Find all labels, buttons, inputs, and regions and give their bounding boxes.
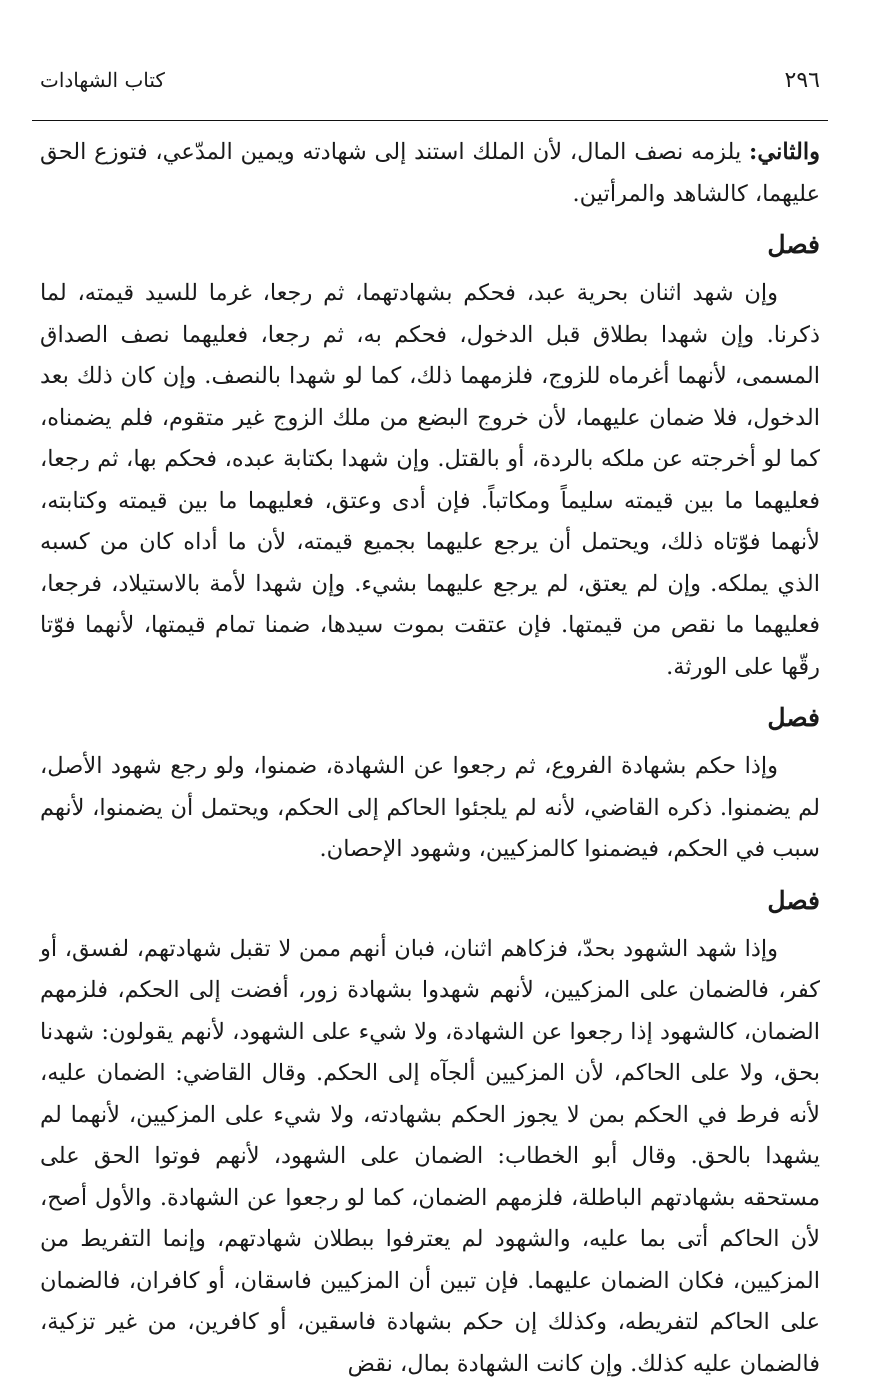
section-heading-2: فصل [40,696,820,740]
page-number: ٢٩٦ [785,68,820,93]
paragraph-second-view [40,132,820,215]
section-heading-3: فصل [40,879,820,923]
paragraph-text: يلزمه نصف المال، لأن الملك استند إلى شهادته ويمين المدّعي، فتوزع الحق عليهما، كالشاهد والمرأتين. [40,139,820,207]
running-header [40,60,820,100]
header-rule [32,120,828,121]
lead-term: والثاني: [749,139,820,165]
section-heading-1: فصل [40,223,820,267]
body-text [40,132,820,1385]
book-title: كتاب الشهادات [40,68,165,92]
section-3-paragraph: وإذا شهد الشهود بحدّ، فزكاهم اثنان، فبان أنهم ممن لا تقبل شهادتهم، لفسق، أو كفر، فالضمان على المزكيين، لأنهم شهدوا بشهادة زور، أفضت إلى الحكم، فلزمهم الضمان، كالشهود إذا رجعوا عن الشهادة، ولا شيء على الشهود، لأنهم يقولون: شهدنا بحق، ولا على الحاكم، لأن المزكيين ألجآه إلى الحكم. وقال القاضي: الضمان عليه، لأنه فرط في الحكم بمن لا يجوز الحكم بشهادته، ولا شيء على المزكيين، لأنهما لم يشهدا بالحق. وقال أبو الخطاب: الضمان على الشهود، لأنهم فوتوا الحق على مستحقه بشهادتهم الباطلة، فلزمهم الضمان، كما لو رجعوا عن الشهادة. والأول أصح، لأن الحاكم أتى بما عليه، والشهود لم يعترفوا ببطلان شهادتهم، وإنما التفريط من المزكيين، فكان الضمان عليهما. فإن تبين أن المزكيين فاسقان، أو كافران، فالضمان على الحاكم لتفريطه، وكذلك إن حكم بشهادة فاسقين، أو كافرين، من غير تزكية، فالضمان عليه كذلك. وإن كانت الشهادة بمال، نقض [40,929,820,1385]
section-2-paragraph: وإذا حكم بشهادة الفروع، ثم رجعوا عن الشهادة، ضمنوا، ولو رجع شهود الأصل، لم يضمنوا. ذكره القاضي، لأنه لم يلجئوا الحاكم إلى الحكم، ويحتمل أن يضمنوا، لأنهم سبب في الحكم، فيضمنوا كالمزكيين، وشهود الإحصان. [40,746,820,871]
section-1-paragraph: وإن شهد اثنان بحرية عبد، فحكم بشهادتهما، ثم رجعا، غرما للسيد قيمته، لما ذكرنا. وإن شهدا بطلاق قبل الدخول، فحكم به، ثم رجعا، فعليهما نصف الصداق المسمى، لأنهما أغرماه للزوج، فلزمهما ذلك، كما لو شهدا بالنصف. وإن كان ذلك بعد الدخول، فلا ضمان عليهما، لأن خروج البضع من ملك الزوج غير متقوم، فلم يضمناه، كما لو أخرجته عن ملكه بالردة، أو بالقتل. وإن شهدا بكتابة عبده، فحكم بها، ثم رجعا، فعليهما ما بين قيمته سليماً ومكاتباً. فإن أدى وعتق، فعليهما ما بين قيمته وكتابته، لأنهما فوّتاه ذلك، ويحتمل أن يرجع عليهما بجميع قيمته، لأن ما أداه كان من كسبه الذي يملكه. وإن لم يعتق، لم يرجع عليهما بشيء. وإن شهدا لأمة بالاستيلاد، فرجعا، فعليهما ما نقص من قيمتها. فإن عتقت بموت سيدها، ضمنا تمام قيمتها، لأنهما فوّتا رقّها على الورثة. [40,273,820,688]
book-page [40,60,820,100]
